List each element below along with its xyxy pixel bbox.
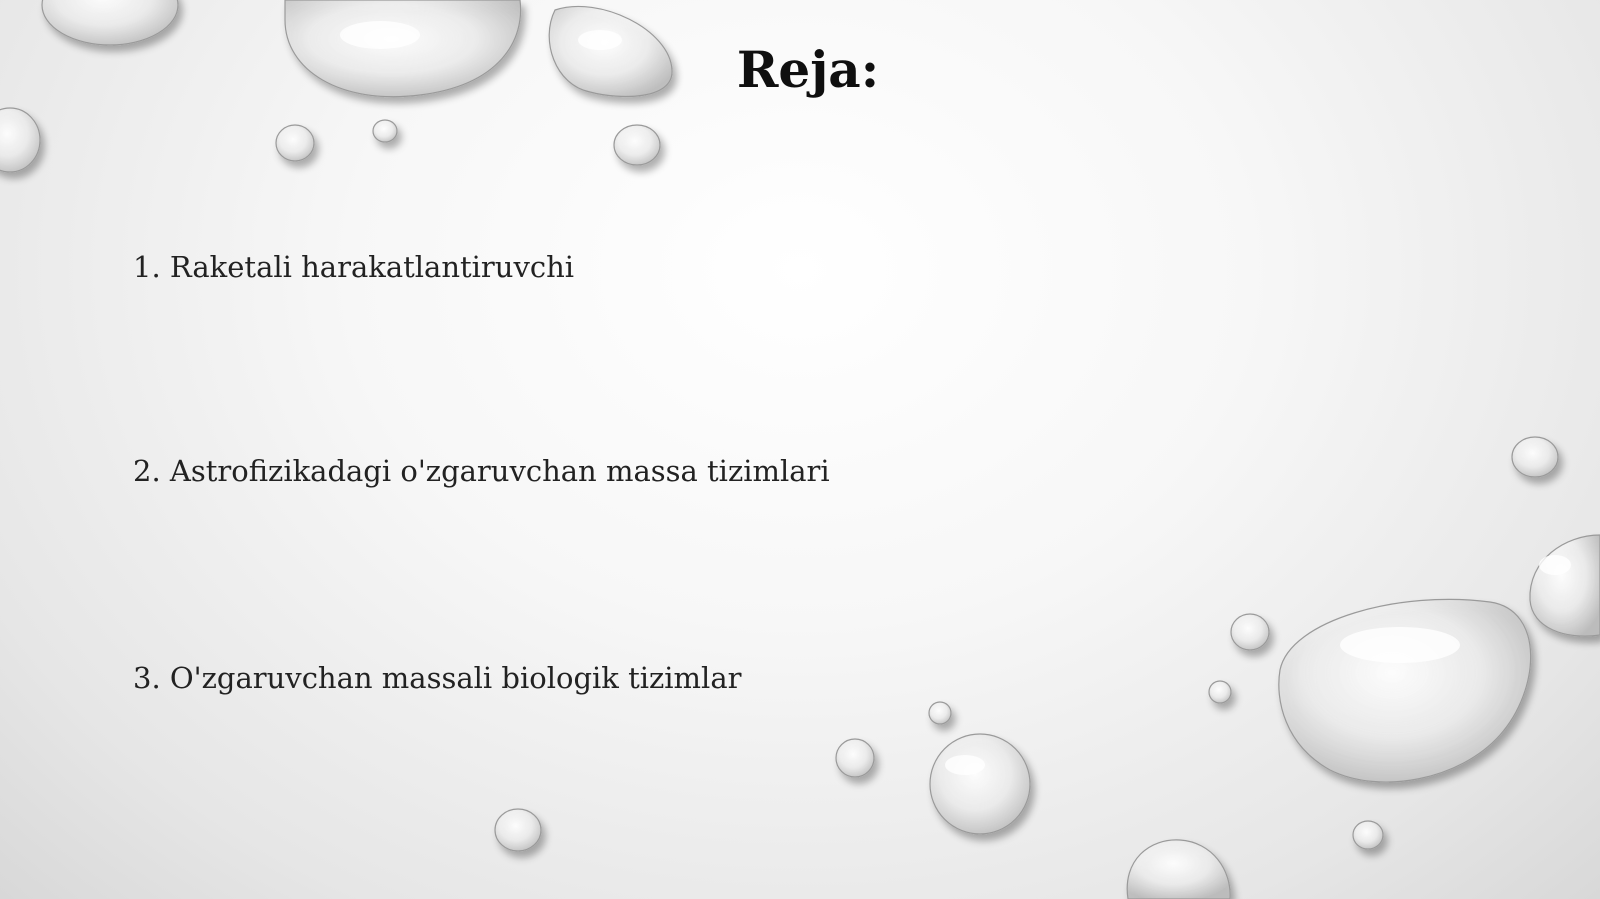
droplet <box>1530 535 1600 636</box>
droplet <box>0 108 40 172</box>
droplet <box>836 739 874 777</box>
plan-item-2 <box>133 454 830 488</box>
droplet <box>929 702 951 724</box>
plan-item-number: 1. <box>133 250 161 284</box>
droplet <box>1127 840 1230 899</box>
droplet <box>42 0 178 45</box>
droplet <box>930 734 1030 834</box>
slide-title: Reja: <box>736 40 880 99</box>
plan-item-1 <box>133 250 574 284</box>
droplet <box>614 125 660 165</box>
droplet <box>495 809 541 851</box>
plan-item-number: 2. <box>133 454 161 488</box>
plan-item-3 <box>133 661 741 695</box>
droplet <box>1353 821 1383 849</box>
droplet <box>1512 437 1558 477</box>
plan-item-text: Raketali harakatlantiruvchi <box>169 250 575 284</box>
droplet <box>276 125 314 161</box>
droplet <box>1279 599 1531 782</box>
droplet <box>1209 681 1231 703</box>
plan-item-text: O'zgaruvchan massali biologik tizimlar <box>169 661 742 695</box>
droplet <box>373 120 397 142</box>
droplet <box>1231 614 1269 650</box>
plan-item-number: 3. <box>133 661 161 695</box>
plan-item-text: Astrofizikadagi o'zgaruvchan massa tizimlari <box>169 454 830 488</box>
